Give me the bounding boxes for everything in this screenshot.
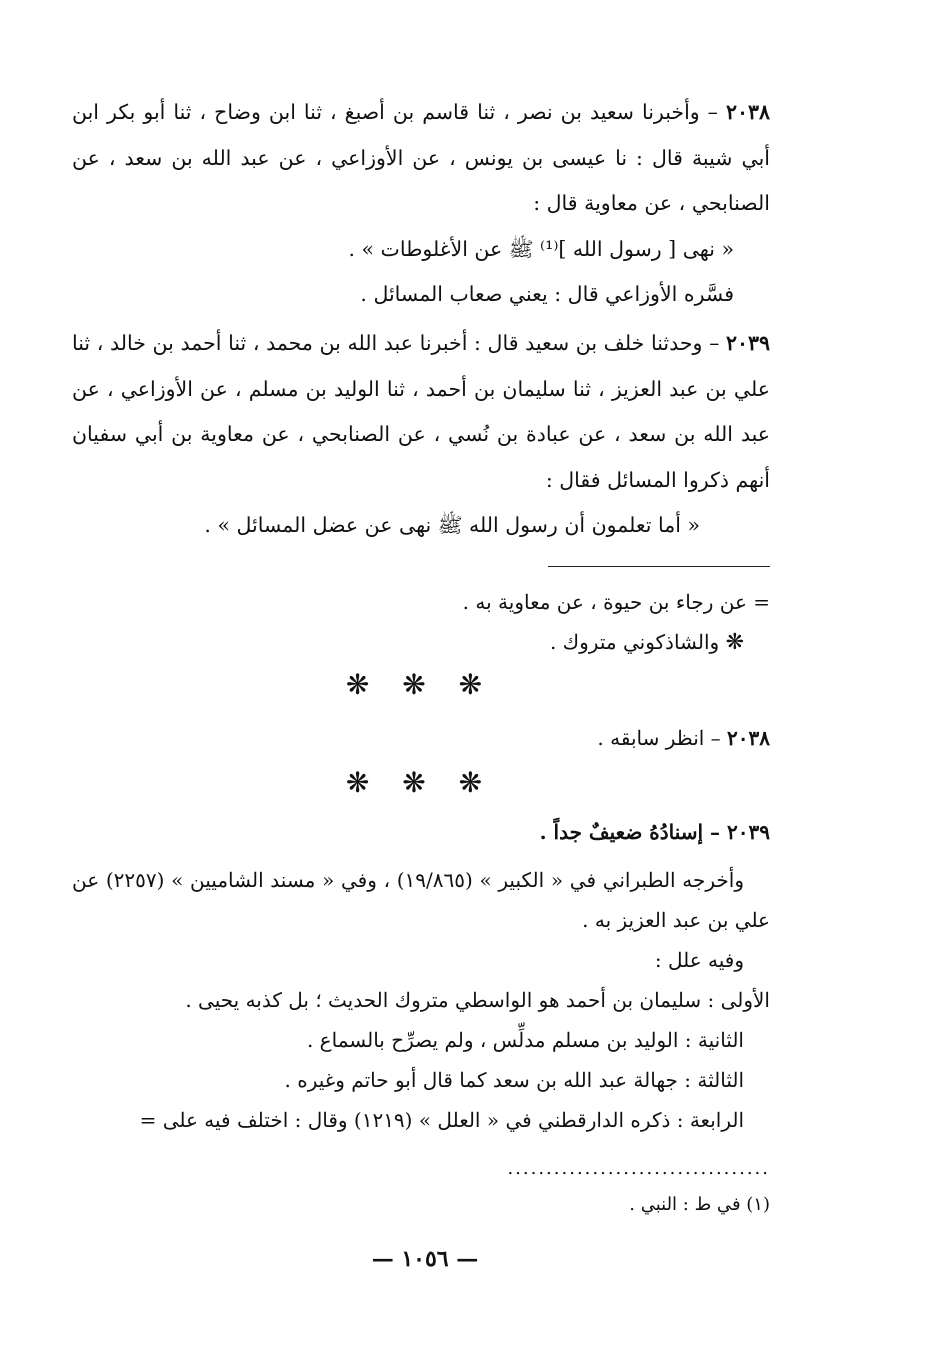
footnote-1: (١) في ط : النبي . — [629, 1194, 770, 1215]
separator-rule — [548, 566, 770, 567]
commentary-text: – انظر سابقه . — [597, 726, 728, 750]
ilal-heading: وفيه علل : — [654, 948, 744, 972]
hadith-2039 — [72, 321, 770, 503]
hadith-matn: « نهى [ رسول الله ]⁽¹⁾ ﷺ عن الأغلوطات » . — [348, 236, 734, 261]
hadith-number: ٢٠٣٨ — [725, 100, 770, 124]
hadith-2038 — [72, 90, 770, 227]
ilal-item: الثالثة : جهالة عبد الله بن سعد كما قال أبو حاتم وغيره . — [284, 1068, 744, 1092]
hadith-isnad: – وحدثنا خلف بن سعيد قال : أخبرنا عبد الله بن محمد ، ثنا أحمد بن خالد ، ثنا علي بن عبد العزيز ، ثنا سليمان بن أحمد ، ثنا الوليد بن مسلم ، عن الأوزاعي ، عن عبد الله بن سعد ، عن عبادة بن نُسي ، عن الصنابحي ، عن معاوية بن أبي سفيان أنهم ذكروا المسائل فقال : — [72, 330, 770, 492]
hadith-matn: « أما تعلمون أن رسول الله ﷺ نهى عن عضل المسائل » . — [204, 513, 700, 538]
section-divider-stars: ❋ ❋ ❋ — [345, 668, 495, 701]
continuation-line: = عن رجاء بن حيوة ، عن معاوية به . — [462, 590, 770, 614]
page-number: — ١٠٥٦ — — [371, 1246, 479, 1272]
note-line: والشاذكوني متروك . — [549, 630, 720, 654]
ilal-item: الأولى : سليمان بن أحمد هو الواسطي متروك الحديث ؛ بل كذبه يحيى . — [185, 988, 770, 1012]
hadith-number: ٢٠٣٩ — [725, 330, 770, 355]
takhrij-text: وأخرجه الطبراني في « الكبير » (١٩/٨٦٥) ، وفي « مسند الشاميين » (٢٢٥٧) عن علي بن عبد العزيز به . — [72, 868, 770, 932]
commentary-2038 — [72, 718, 770, 758]
commentary-grade: – إسنادُهُ ضعيفٌ جداً . — [539, 820, 728, 844]
commentary-2039 — [72, 812, 770, 1140]
ilal-item: الرابعة : ذكره الدارقطني في « العلل » (١٢١٩) وقال : اختلف فيه على = — [139, 1108, 744, 1132]
section-divider-stars: ❋ ❋ ❋ — [345, 766, 495, 799]
commentary-heading — [72, 812, 770, 852]
ilal-item: الثانية : الوليد بن مسلم مدلِّس ، ولم يصرِّح بالسماع . — [306, 1028, 744, 1052]
note-line-wrap — [72, 622, 770, 663]
commentary-continuation — [72, 582, 770, 663]
hadith-text-block — [72, 90, 770, 549]
commentary-number: ٢٠٣٨ — [727, 726, 770, 750]
hadith-tafsir: فسَّره الأوزاعي قال : يعني صعاب المسائل . — [360, 282, 734, 307]
hadith-isnad: – وأخبرنا سعيد بن نصر ، ثنا قاسم بن أصبغ ، ثنا ابن وضاح ، ثنا أبو بكر ابن أبي شيبة قال : نا عيسى بن يونس ، عن الأوزاعي ، عن عبد الله بن سعد ، عن الصنابحي ، عن معاوية قال : — [72, 100, 770, 216]
commentary-number: ٢٠٣٩ — [727, 820, 770, 844]
star-icon: ❋ — [725, 630, 744, 655]
footnote-separator: .................................. — [507, 1158, 770, 1179]
